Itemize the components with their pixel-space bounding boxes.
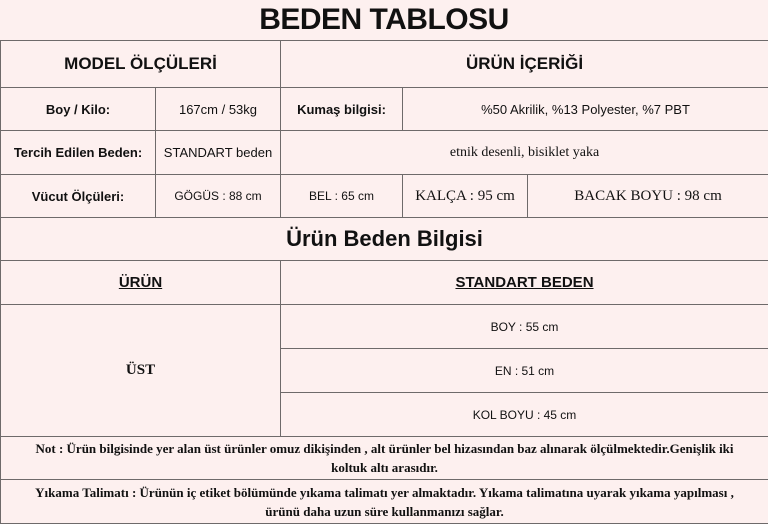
model-measurements-header: MODEL ÖLÇÜLERİ (1, 41, 281, 88)
leg-length-value: BACAK BOYU : 98 cm (528, 175, 768, 218)
preferred-size-value: STANDART beden (156, 131, 281, 175)
length-value: BOY : 55 cm (281, 305, 768, 349)
measurement-note: Not : Ürün bilgisinde yer alan üst ürünler omuz dikişinden , alt ürünler bel hizasından baz alınarak ölçülmektedir.Genişlik iki koltuk altı arasıdır. (1, 437, 768, 480)
size-table (0, 40, 768, 524)
style-value: etnik desenli, bisiklet yaka (281, 131, 768, 175)
product-type: ÜST (1, 305, 281, 437)
width-value: EN : 51 cm (281, 349, 768, 393)
size-info-header: Ürün Beden Bilgisi (1, 218, 768, 261)
sleeve-length-value: KOL BOYU : 45 cm (281, 393, 768, 437)
fabric-label: Kumaş bilgisi: (281, 88, 403, 131)
hip-value: KALÇA : 95 cm (403, 175, 528, 218)
height-weight-label: Boy / Kilo: (1, 88, 156, 131)
page-title: BEDEN TABLOSU (0, 0, 768, 40)
product-column-header: ÜRÜN (1, 261, 281, 305)
washing-instructions: Yıkama Talimatı : Ürünün iç etiket bölümünde yıkama talimatı yer almaktadır. Yıkama talimatına uyarak yıkama yapılması , ürünü daha uzun süre kullanmanızı sağlar. (1, 480, 768, 524)
waist-value: BEL : 65 cm (281, 175, 403, 218)
fabric-value: %50 Akrilik, %13 Polyester, %7 PBT (403, 88, 768, 131)
chest-value: GÖGÜS : 88 cm (156, 175, 281, 218)
size-column-header: STANDART BEDEN (281, 261, 768, 305)
body-measurements-label: Vücut Ölçüleri: (1, 175, 156, 218)
preferred-size-label: Tercih Edilen Beden: (1, 131, 156, 175)
product-content-header: ÜRÜN İÇERİĞİ (281, 41, 768, 88)
height-weight-value: 167cm / 53kg (156, 88, 281, 131)
